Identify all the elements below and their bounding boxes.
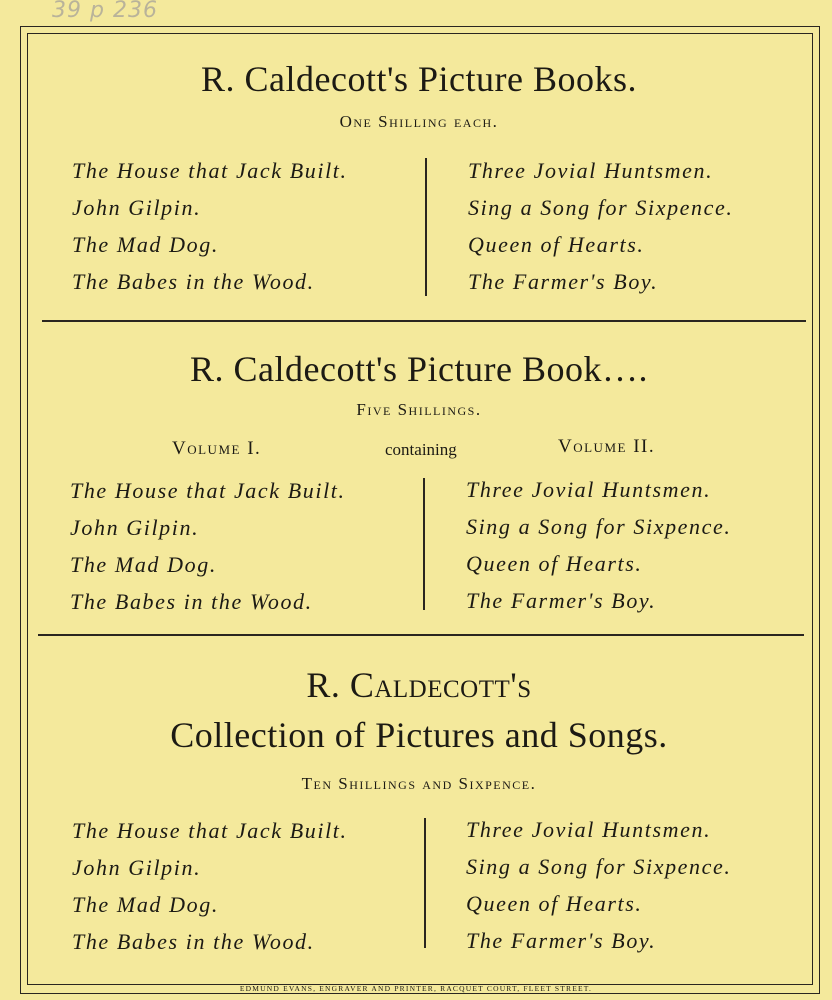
list-item: The Farmer's Boy.	[466, 928, 657, 953]
list-item: The Farmer's Boy.	[468, 269, 659, 294]
section-collection	[28, 0, 810, 980]
section2-subtitle: Five Shillings.	[356, 400, 482, 419]
list-item: Queen of Hearts.	[466, 891, 643, 916]
list-item: The House that Jack Built.	[72, 818, 348, 843]
volume-one-label: Volume I.	[172, 438, 262, 459]
list-item: Sing a Song for Sixpence.	[468, 195, 734, 220]
list-item: Sing a Song for Sixpence.	[466, 854, 732, 879]
shelfmark: 39 p 236	[52, 0, 158, 23]
list-item: The House that Jack Built.	[70, 478, 346, 503]
section1-title: R. Caldecott's Picture Books.	[201, 59, 637, 99]
list-item: John Gilpin.	[72, 195, 202, 220]
list-item: The Babes in the Wood.	[70, 589, 313, 614]
list-item: The Babes in the Wood.	[72, 929, 315, 954]
list-item: Three Jovial Huntsmen.	[468, 158, 714, 183]
volume-two-label: Volume II.	[558, 436, 656, 457]
section3-title-line1: R. Caldecott's	[306, 665, 532, 705]
list-item: The Mad Dog.	[72, 892, 219, 917]
list-item: Queen of Hearts.	[466, 551, 643, 576]
section3-left-list	[72, 812, 348, 960]
list-item: John Gilpin.	[70, 515, 200, 540]
list-item: The Mad Dog.	[70, 552, 217, 577]
list-item: Queen of Hearts.	[468, 232, 645, 257]
list-item: The Mad Dog.	[72, 232, 219, 257]
section3-right-list	[466, 811, 731, 959]
containing-label: containing	[385, 440, 457, 459]
section3-title-line2: Collection of Pictures and Songs.	[170, 715, 668, 755]
section1-subtitle: One Shilling each.	[339, 112, 499, 131]
list-item: The House that Jack Built.	[72, 158, 348, 183]
list-item: The Farmer's Boy.	[466, 588, 657, 613]
section2-title: R. Caldecott's Picture Book….	[190, 349, 648, 389]
section3-subtitle: Ten Shillings and Sixpence.	[301, 774, 537, 793]
list-item: The Babes in the Wood.	[72, 269, 315, 294]
list-item: Three Jovial Huntsmen.	[466, 477, 712, 502]
list-item: Three Jovial Huntsmen.	[466, 817, 712, 842]
list-item: John Gilpin.	[72, 855, 202, 880]
list-item: Sing a Song for Sixpence.	[466, 514, 732, 539]
column-divider	[424, 818, 426, 948]
printer-imprint: EDMUND EVANS, ENGRAVER AND PRINTER, RACQUET COURT, FLEET STREET.	[239, 984, 593, 993]
